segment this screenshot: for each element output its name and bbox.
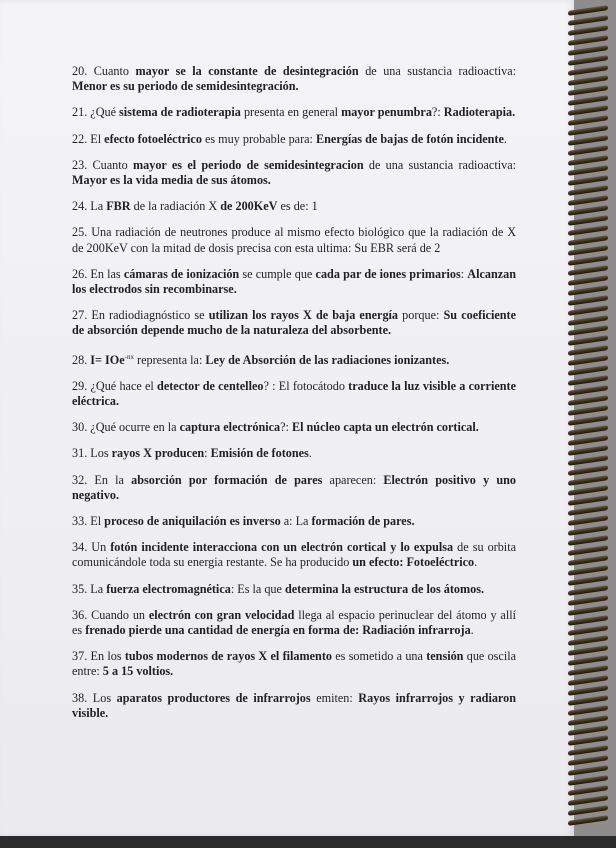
question-item xyxy=(72,158,516,188)
spiral-ring xyxy=(568,565,608,576)
text: presenta en general xyxy=(240,105,342,120)
spiral-ring xyxy=(568,685,608,696)
spiral-ring xyxy=(568,285,608,296)
spiral-ring xyxy=(568,655,608,666)
bold-text: Menor es su xyxy=(72,79,135,94)
spiral-ring xyxy=(568,695,608,706)
spiral-ring xyxy=(568,75,608,86)
question-number: 21. xyxy=(72,105,91,120)
question-item xyxy=(72,473,516,503)
spiral-ring xyxy=(568,325,608,336)
spiral-ring xyxy=(568,35,608,46)
spiral-ring xyxy=(568,745,608,756)
text: ? : El fotocátodo xyxy=(263,378,349,393)
bold-text: Rayos infrarrojos y radiaron visible. xyxy=(72,690,516,720)
bold-text: cada par de iones primarios xyxy=(315,266,461,281)
bold-text: tensión xyxy=(426,649,464,664)
spiral-ring xyxy=(568,505,608,516)
bold-text: Mayor es la vida media de sus átomos. xyxy=(72,173,271,188)
text: : xyxy=(204,446,211,461)
question-number: 37. xyxy=(72,649,91,664)
text: El xyxy=(90,131,105,146)
text: Los xyxy=(90,446,112,461)
text: se cumple que xyxy=(239,266,316,281)
question-number: 33. xyxy=(72,514,91,529)
spiral-ring xyxy=(568,5,608,16)
spiral-ring xyxy=(568,495,608,506)
spiral-ring xyxy=(568,15,608,26)
text: de una sustancia radioactiva: xyxy=(363,157,517,172)
spiral-ring xyxy=(568,315,608,326)
question-number: 31. xyxy=(72,446,91,461)
question-item xyxy=(72,582,516,597)
question-number: 25. xyxy=(72,225,92,240)
spiral-ring xyxy=(568,25,608,36)
spiral-ring xyxy=(568,365,608,376)
question-item xyxy=(72,225,516,255)
text: En las xyxy=(90,266,124,281)
spiral-ring xyxy=(568,395,608,406)
bold-text: Radioterapia. xyxy=(443,105,516,120)
bold-text: 5 a 15 voltios. xyxy=(102,664,174,679)
question-item xyxy=(72,132,516,147)
text: Un xyxy=(91,540,111,555)
question-number: 20. xyxy=(72,64,94,78)
text: Cuanto xyxy=(93,64,136,78)
text: ¿Qué ocurre en la xyxy=(90,420,180,435)
question-item xyxy=(72,649,516,679)
bold-text: sistema de radioterapia xyxy=(119,105,241,120)
spiral-ring xyxy=(568,345,608,356)
spiral-binding xyxy=(568,8,616,828)
spiral-ring xyxy=(568,535,608,546)
question-item xyxy=(72,105,516,120)
spiral-ring xyxy=(568,465,608,476)
text: La xyxy=(90,581,107,596)
bold-text: un efecto: Fotoeléctrico xyxy=(352,555,475,570)
text: ¿Qué xyxy=(90,105,120,120)
question-item xyxy=(72,540,516,570)
bold-text: efecto fotoeléctrico xyxy=(104,131,202,146)
question-number: 35. xyxy=(72,581,91,596)
spiral-ring xyxy=(568,425,608,436)
question-item xyxy=(72,446,516,461)
spiral-ring xyxy=(568,785,608,796)
spiral-ring xyxy=(568,225,608,236)
bold-text: tubos modernos de rayos X el filamento xyxy=(124,649,332,664)
bold-text: frenado pierde una cantidad de energía en forma de: Radiación infrarroja xyxy=(85,623,471,638)
text: : Es la que xyxy=(230,581,285,596)
bold-text: fuerza electromagnética xyxy=(106,581,231,596)
spiral-ring xyxy=(568,575,608,586)
question-number: 27. xyxy=(72,308,92,323)
text: ?: xyxy=(431,105,444,120)
bold-text: periodo de semidesintegración. xyxy=(134,79,299,94)
spiral-ring xyxy=(568,405,608,416)
spiral-ring xyxy=(568,85,608,96)
text: es sometido a una xyxy=(332,649,427,664)
spiral-ring xyxy=(568,645,608,656)
spiral-ring xyxy=(568,605,608,616)
spiral-ring xyxy=(568,235,608,246)
page-bottom-edge xyxy=(0,836,616,848)
spiral-ring xyxy=(568,755,608,766)
spiral-ring xyxy=(568,805,608,816)
question-item xyxy=(72,199,516,214)
spiral-ring xyxy=(568,415,608,426)
question-item xyxy=(72,514,516,529)
spiral-ring xyxy=(568,195,608,206)
spiral-ring xyxy=(568,45,608,56)
bold-text: Emisión de fotones xyxy=(210,446,309,461)
spiral-ring xyxy=(568,635,608,646)
text: Cuanto xyxy=(92,157,133,172)
text: . xyxy=(470,623,474,638)
spiral-ring xyxy=(568,385,608,396)
formula-exponent: -nx xyxy=(124,352,134,361)
text: ¿Qué hace el xyxy=(90,378,158,393)
bold-text: Ley de Absorción de las radiaciones ionizantes. xyxy=(205,352,450,367)
bold-text: electrón con gran velocidad xyxy=(148,607,295,622)
spiral-ring xyxy=(568,115,608,126)
bold-text: mayor es el periodo de semidesintegracion xyxy=(133,157,364,172)
spiral-ring xyxy=(568,245,608,256)
spiral-ring xyxy=(568,255,608,266)
text: es de: 1 xyxy=(277,199,318,214)
question-item xyxy=(72,691,516,721)
question-number: 28. xyxy=(72,352,91,367)
question-item xyxy=(72,350,516,368)
bold-text: I= IOe xyxy=(90,352,125,367)
text: es muy probable para: xyxy=(201,131,316,146)
spiral-ring xyxy=(568,355,608,366)
text: de la radiación X xyxy=(130,199,221,214)
spiral-ring xyxy=(568,795,608,806)
spiral-ring xyxy=(568,295,608,306)
bold-text: Energías de bajas de fotón incidente xyxy=(316,131,504,146)
spiral-ring xyxy=(568,475,608,486)
bold-text: Su coeficiente de absorción depende mucho de la naturaleza del absorbente. xyxy=(72,308,517,338)
spiral-ring xyxy=(568,725,608,736)
text: aparecen: xyxy=(322,472,384,487)
question-item xyxy=(72,267,516,297)
spiral-ring xyxy=(568,665,608,676)
bold-text: Electrón positivo y uno negativo. xyxy=(72,472,516,502)
bold-text: traduce la luz visible a corriente eléctrica. xyxy=(72,378,516,409)
text: La xyxy=(90,199,107,214)
question-item xyxy=(72,608,516,638)
bold-text: aparatos productores de infrarrojos xyxy=(116,690,311,705)
spiral-ring xyxy=(568,275,608,286)
question-number: 36. xyxy=(72,607,92,622)
text: llega al espacio perinuclear del átomo y allí es xyxy=(72,607,516,638)
spiral-ring xyxy=(568,815,608,826)
spiral-ring xyxy=(568,265,608,276)
spiral-ring xyxy=(568,555,608,566)
question-number: 24. xyxy=(72,199,91,214)
question-item xyxy=(72,308,516,338)
spiral-ring xyxy=(568,65,608,76)
text: de su orbita comunicándole toda su energia restante. Se ha producido xyxy=(72,540,516,570)
question-number: 23. xyxy=(72,157,93,172)
text: Cuando un xyxy=(91,607,149,622)
text: emiten: xyxy=(310,690,359,705)
spiral-ring xyxy=(568,145,608,156)
spiral-ring xyxy=(568,705,608,716)
bold-text: Alcanzan los electrodos sin recombinarse. xyxy=(72,266,517,297)
bold-text: utilizan los rayos X de baja energía xyxy=(208,308,399,323)
spiral-ring xyxy=(568,55,608,66)
text: que oscila entre: xyxy=(72,649,517,679)
spiral-ring xyxy=(568,615,608,626)
question-list xyxy=(72,64,516,732)
bold-text: mayor se la constante de desintegración xyxy=(135,64,359,78)
spiral-ring xyxy=(568,175,608,186)
spiral-ring xyxy=(568,675,608,686)
spiral-ring xyxy=(568,335,608,346)
spiral-ring xyxy=(568,185,608,196)
spiral-ring xyxy=(568,485,608,496)
text: En la xyxy=(94,472,132,487)
text: a: La xyxy=(280,514,312,529)
spiral-ring xyxy=(568,435,608,446)
spiral-ring xyxy=(568,625,608,636)
spiral-ring xyxy=(568,595,608,606)
bold-text: determina la estructura de los átomos. xyxy=(284,581,485,596)
spiral-ring xyxy=(568,205,608,216)
text: de una sustancia radioactiva: xyxy=(358,64,516,78)
spiral-ring xyxy=(568,585,608,596)
bold-text: formación de pares. xyxy=(311,514,415,529)
spiral-ring xyxy=(568,155,608,166)
question-number: 30. xyxy=(72,420,91,435)
bold-text: FBR xyxy=(106,199,131,214)
text: Los xyxy=(92,690,117,705)
spiral-ring xyxy=(568,105,608,116)
question-number: 38. xyxy=(72,690,93,705)
bold-text: de 200KeV xyxy=(220,199,278,214)
spiral-ring xyxy=(568,775,608,786)
bold-text: rayos X producen xyxy=(111,446,205,461)
spiral-ring xyxy=(568,95,608,106)
text: : xyxy=(460,266,468,281)
text: . xyxy=(474,555,478,570)
spiral-ring xyxy=(568,125,608,136)
bold-text: fotón incidente interacciona con un electrón cortical y lo expulsa xyxy=(110,540,454,555)
question-number: 29. xyxy=(72,378,91,393)
question-number: 22. xyxy=(72,131,91,146)
spiral-ring xyxy=(568,135,608,146)
spiral-ring xyxy=(568,735,608,746)
text: representa la: xyxy=(134,352,206,367)
question-item xyxy=(72,64,516,94)
spiral-ring xyxy=(568,215,608,226)
spiral-ring xyxy=(568,375,608,386)
spiral-ring xyxy=(568,525,608,536)
text: En los xyxy=(90,649,125,664)
spiral-ring xyxy=(568,455,608,466)
spiral-ring xyxy=(568,715,608,726)
question-number: 26. xyxy=(72,266,91,281)
spiral-ring xyxy=(568,545,608,556)
bold-text: detector de centelleo xyxy=(157,378,264,393)
text: Una radiación de neutrones produce al mismo efecto biológico que la radiación de X de 200KeV con la mitad de dosis precisa con esta ultima: Su EBR será de 2 xyxy=(72,225,517,255)
spiral-ring xyxy=(568,515,608,526)
bold-text: captura electrónica xyxy=(179,420,281,435)
question-number: 32. xyxy=(72,472,95,487)
bold-text: mayor penumbra xyxy=(341,105,432,120)
question-number: 34. xyxy=(72,540,92,555)
bold-text: proceso de aniquilación es inverso xyxy=(104,514,281,529)
question-item xyxy=(72,420,516,435)
text: ?: xyxy=(280,420,292,435)
spiral-ring xyxy=(568,165,608,176)
spiral-ring xyxy=(568,305,608,316)
question-item xyxy=(72,379,516,409)
text: . xyxy=(503,131,507,146)
text: porque: xyxy=(398,308,444,323)
text: El xyxy=(90,514,105,529)
bold-text: absorción por formación de pares xyxy=(131,472,323,487)
spiral-ring xyxy=(568,445,608,456)
text: En radiodiagnóstico se xyxy=(91,308,209,323)
spiral-ring xyxy=(568,765,608,776)
bold-text: El núcleo capta un electrón cortical. xyxy=(291,420,479,435)
text: . xyxy=(308,446,312,461)
bold-text: cámaras de ionización xyxy=(123,266,240,281)
